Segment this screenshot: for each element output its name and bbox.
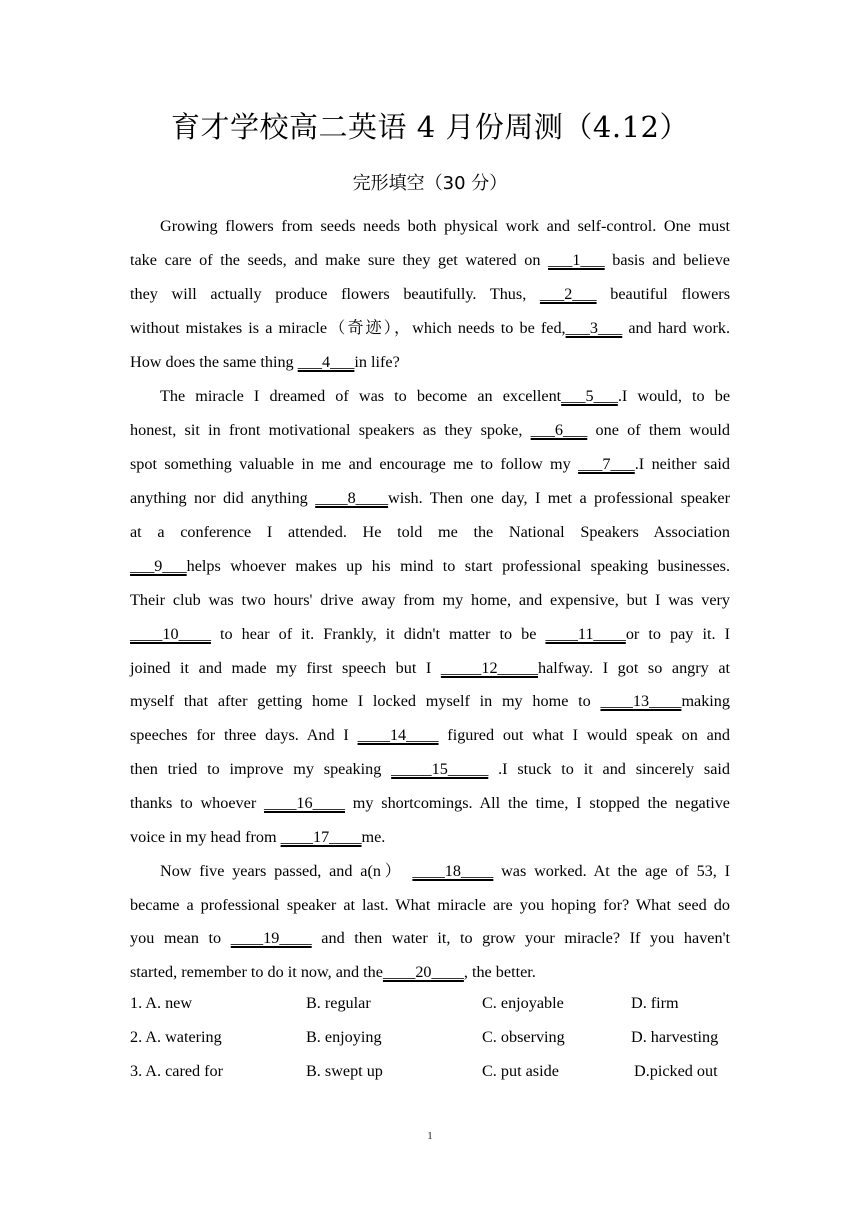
passage-text: started, remember to do it now, and the [130,963,383,981]
passage-text: without mistakes is a miracle（奇迹），which needs to be fed, [130,319,566,337]
option-item: 2. A. watering [130,1028,222,1046]
option-item: D. firm [631,994,679,1012]
answer-blank: ___3___ [565,319,623,337]
option-item: 1. A. new [130,994,193,1012]
passage-line [130,820,730,854]
passage-text: take care of the seeds, and make sure they get watered on [130,251,549,269]
passage-line [130,684,730,718]
passage-line [130,243,730,277]
answer-blank: ___9___ [130,557,187,575]
passage-text: basis and believe [604,251,730,269]
passage-line [130,651,730,685]
passage-line [130,921,730,955]
passage-text: voice in my head from [130,828,281,846]
passage-text: to hear of it. Frankly, it didn't matter to be [210,625,546,643]
answer-blank: ____16____ [264,794,345,812]
passage-text: , the better. [463,963,536,981]
passage-line [130,583,730,617]
passage-line [130,617,730,651]
answer-blank: ____17____ [280,828,362,846]
answer-blank: ____19____ [230,929,312,947]
page-title: 育才学校高二英语 4 月份周测（4.12） [171,110,689,144]
passage-text: honest, sit in front motivational speakers as they spoke, [130,421,531,439]
passage-text: or to pay it. I [625,625,730,643]
passage-line [160,379,730,413]
passage-text: myself that after getting home I locked myself in my home to [130,692,601,710]
passage-text: at a conference I attended. He told me the National Speakers Association [130,523,730,541]
passage-text: me. [361,828,386,846]
passage-text: spot something valuable in me and encourage me to follow my [130,455,579,473]
passage-text: then tried to improve my speaking [130,760,392,778]
passage-text: and hard work. [622,319,731,337]
answer-blank: ___2___ [539,285,597,303]
option-item: B. swept up [306,1062,383,1080]
passage-line [130,481,730,515]
page-number: 1 [427,1130,433,1142]
passage-text: speeches for three days. And I [130,726,358,744]
answer-blank: _____15_____ [391,760,489,778]
answer-blank: ___5___ [561,387,618,405]
passage-text: halfway. I got so angry at [538,659,730,677]
passage-text: joined it and made my first speech but I [130,659,441,677]
passage-line [130,515,730,549]
passage-text: Their club was two hours' drive away from my home, and expensive, but I was very [130,591,730,609]
passage-line [130,752,730,786]
section-heading: 完形填空（30 分） [352,173,508,194]
passage-text: Growing flowers from seeds needs both physical work and self-control. One must [160,217,730,235]
passage-text: they will actually produce flowers beautifully. Thus, [130,285,540,303]
passage-text: my shortcomings. All the time, I stopped the negative [344,794,730,812]
passage-text: was worked. At the age of 53, I [493,862,730,880]
passage-line [130,786,730,820]
passage-line [130,955,730,989]
passage-text: figured out what I would speak on and [438,726,730,744]
answer-blank: ___4___ [297,353,355,371]
passage-line [130,549,730,583]
passage-line [130,413,730,447]
passage-text: and then water it, to grow your miracle? If you haven't [311,929,730,947]
passage-text: in life? [354,353,400,371]
passage-text: Now five years passed, and a(n） [160,862,413,880]
answer-blank: ___6___ [530,421,588,439]
passage-text: you mean to [130,929,231,947]
passage-line [160,209,730,243]
option-item: B. regular [306,994,371,1012]
answer-blank: ____11____ [545,625,626,643]
answer-blank: ____18____ [412,862,494,880]
answer-blank: ____13____ [600,692,682,710]
passage-text: anything nor did anything [130,489,316,507]
passage-text: How does the same thing [130,353,298,371]
passage-text: .I would, to be [617,387,731,405]
passage-line [130,311,730,345]
passage-line [130,888,730,922]
passage-line [130,447,730,481]
passage-text: thanks to whoever [130,794,265,812]
passage-text: became a professional speaker at last. What miracle are you hoping for? What seed do [130,896,730,914]
passage-text: .I stuck to it and sincerely said [488,760,731,778]
option-item: D.picked out [634,1062,718,1080]
answer-blank: ____20____ [382,963,464,981]
passage-text: wish. Then one day, I met a professional speaker [388,489,730,507]
answer-blank: ____10____ [130,625,211,643]
passage-text: helps whoever makes up his mind to start professional speaking businesses. [186,557,730,575]
answer-blank: ____14____ [357,726,439,744]
option-item: C. put aside [482,1062,559,1080]
option-item: 3. A. cared for [130,1062,224,1080]
option-item: D. harvesting [631,1028,719,1046]
answer-blank: ___7___ [578,455,635,473]
answer-blank: ___1___ [548,251,605,269]
passage-text: .I neither said [634,455,730,473]
passage-text: The miracle I dreamed of was to become an excellent [160,387,562,405]
passage-text: one of them would [587,421,730,439]
passage-text: beautiful flowers [596,285,730,303]
option-item: C. enjoyable [482,994,564,1012]
passage-line [130,277,730,311]
passage-line [160,854,730,888]
answer-blank: ____8____ [315,489,389,507]
option-item: C. observing [482,1028,565,1046]
passage-line [130,345,730,379]
answer-blank: _____12_____ [440,659,539,677]
passage-text: making [681,692,730,710]
option-item: B. enjoying [306,1028,382,1046]
passage-line [130,718,730,752]
